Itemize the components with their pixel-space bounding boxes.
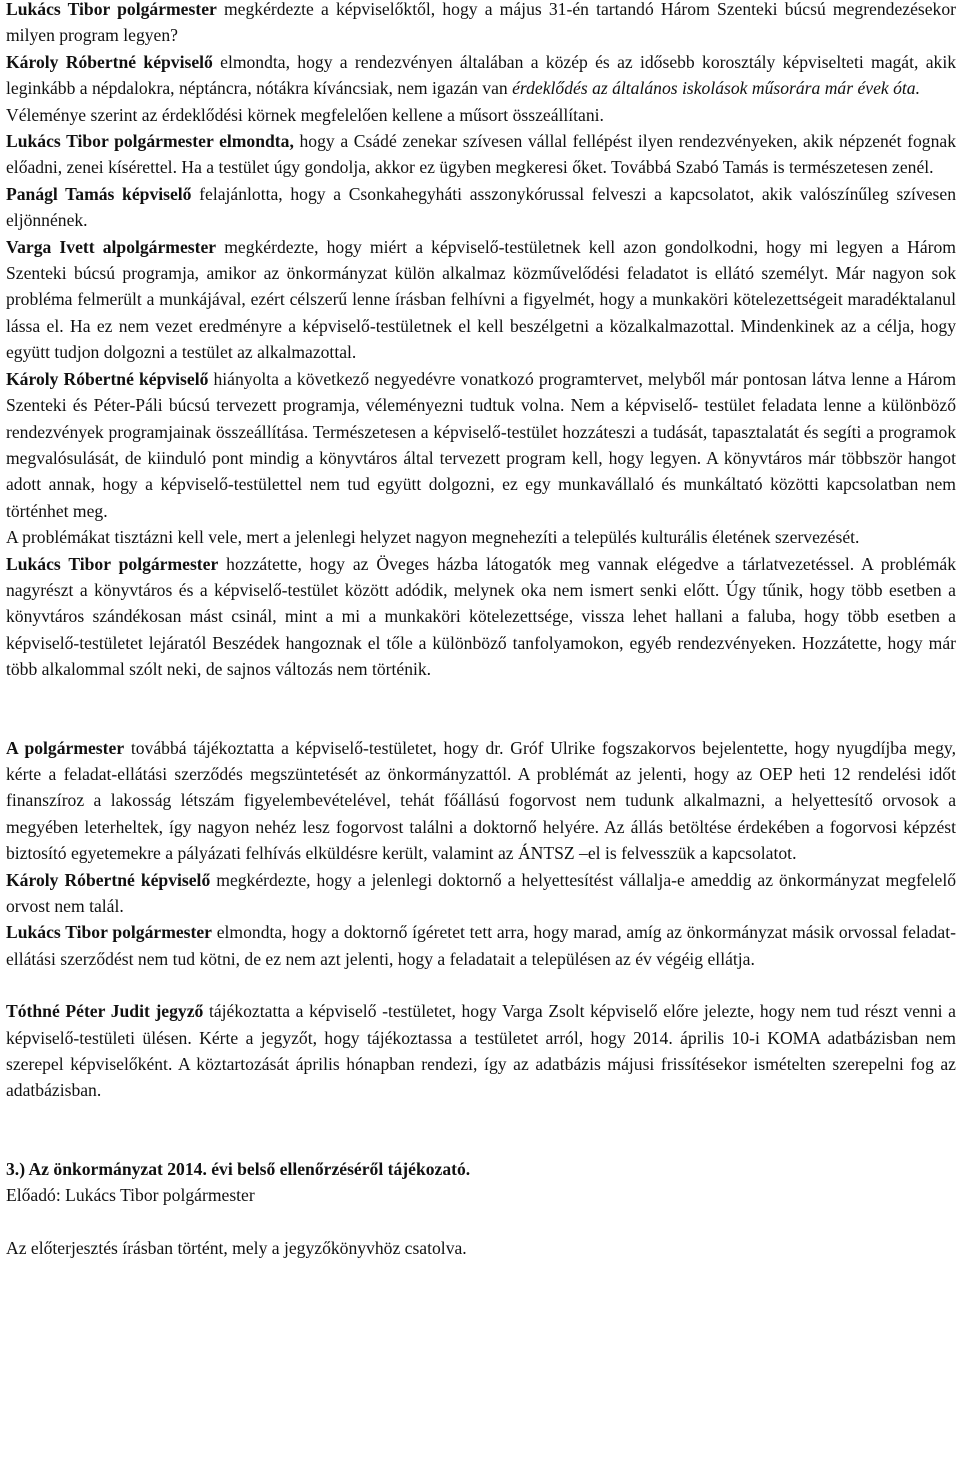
document-body <box>6 0 956 1261</box>
paragraph-text: megkérdezte, hogy a jelenlegi doktornő a helyettesítést vállalja-e ameddig az önkormányzat megfelelő orvost nem talál. <box>6 869 957 916</box>
paragraph-text: Véleménye szerint az érdeklődési körnek megfelelően kellene a műsort összeállítani. <box>6 104 604 125</box>
paragraph-7 <box>6 524 956 550</box>
paragraph-5 <box>6 234 956 366</box>
paragraph-1 <box>6 0 956 49</box>
paragraph-text: A problémákat tisztázni kell vele, mert a jelenlegi helyzet nagyon megnehezíti a település kulturális életének szervezését. <box>6 527 860 548</box>
speaker-name: Tóthné Péter Judit jegyző <box>6 1001 204 1022</box>
closing-paragraph <box>6 1235 956 1261</box>
speaker-name: Károly Róbertné képviselő <box>6 51 213 72</box>
paragraph-text: hogy a Csádé zenekar szívesen vállal fellépést ilyen rendezvényeken, akik népzenét fognak előadni, zenei kísérettel. Ha a testület úgy gondolja, akkor ez ügyben megkeresi őket. Továbbá Szabó Tamás is természetesen zenél. <box>6 131 956 178</box>
speaker-name: Lukács Tibor polgármester <box>6 553 219 574</box>
speaker-name: Lukács Tibor polgármester <box>6 922 212 943</box>
paragraph-2b <box>6 102 956 128</box>
paragraph-3 <box>6 128 956 181</box>
paragraph-12 <box>6 998 956 1104</box>
paragraph-text: elmondta, hogy a doktornő ígéretet tett arra, hogy marad, amíg az önkormányzat másik orvossal feladat-ellátási szerződést nem tud kötni, de ez nem azt jelenti, hogy a feladatait a településen az év végéig ellátja. <box>6 922 956 969</box>
paragraph-text: hiányolta a következő negyedévre vonatkozó programtervet, melyből már pontosan látva lenne a Három Szenteki és Péter-Páli búcsú tervezett programja, véleményezni tudtuk volna. Nem a képviselő- testület feladata lenne a különböző rendezvények programjainak összeállítása. Természetesen a képviselő-testület hozzáteszi a tudását, tapasztalatát és segíti a programok megvalósulását, de kiinduló pont mindig a könyvtáros által tervezett program kell, hogy legyen. A könyvtáros már többször hangot adott annak, hogy a képviselő-testülettel nem tud együtt dolgozni, ez egy munkavállaló és munkáltató közötti kapcsolatban nem történhet meg. <box>6 368 956 521</box>
speaker-name: Károly Róbertné képviselő <box>6 368 209 389</box>
paragraph-text: hozzátette, hogy az Öveges házba látogatók meg vannak elégedve a tárlatvezetéssel. A problémák nagyrészt a könyvtáros és a képviselő-testület között adódik, melynek oka nem ismert senki előtt. Úgy tűnik, hogy több esetben a könyvtáros szándékosan mást csinál, mint a mi a munkaköri kötelezettsége, vissza lehet hallani a faluba, hogy több esetben a képviselő-testületet lejáratól Beszédek hangoznak el tőle a különböző tanfolyamokon, egyéb rendezvényeken. Hozzátette, hogy már több alkalommal szólt neki, de sajnos változás nem történik. <box>6 553 956 680</box>
agenda-item-heading: 3.) Az önkormányzat 2014. évi belső ellenőrzéséről tájékozató. <box>6 1158 471 1179</box>
paragraph-text: továbbá tájékoztatta a képviselő-testületet, hogy dr. Gróf Ulrike fogszakorvos bejelentette, hogy nyugdíjba megy, kérte a feladat-ellátási szerződés megszüntetését az önkormányzattól. A problémát az jelenti, hogy az OEP heti 12 rendelési időt finanszíroz a lakosság létszám figyelembevételével, tehát főállású fogorvost nem tudunk alkalmazni, a helyettesítő orvosok a megyében leterheltek, így nagyon nehéz lesz fogorvost találni a doktornő helyére. Az állás betöltése érdekében a fogorvosi képzést biztosító egyetemekre a pályázati felhívás elküldésre került, valamint az ÁNTSZ –el is felvesszük a kapcsolatot. <box>6 737 956 864</box>
speaker-name: A polgármester <box>6 737 125 758</box>
paragraph-10 <box>6 867 956 920</box>
speaker-name: Panágl Tamás képviselő <box>6 183 192 204</box>
paragraph-4 <box>6 181 956 234</box>
paragraph-6 <box>6 366 956 524</box>
paragraph-text: megkérdezte a képviselőktől, hogy a május 31-én tartandó Három Szenteki búcsú megrendezésekor milyen program legyen? <box>6 0 956 46</box>
speaker-name: Lukács Tibor polgármester elmondta, <box>6 131 294 152</box>
paragraph-8 <box>6 551 956 683</box>
agenda-item-presenter <box>6 1182 956 1208</box>
paragraph-11 <box>6 919 956 972</box>
presenter-label: Előadó: <box>6 1185 61 1206</box>
spacer <box>6 1104 956 1156</box>
spacer <box>6 683 956 735</box>
paragraph-text: elmondta, hogy a rendezvényen általában a közép és az idősebb korosztály képviselteti magát, akik leginkább a népdalokra, néptáncra, nótákra kíváncsiak, nem igazán van <box>6 51 957 99</box>
agenda-item-title <box>6 1156 956 1182</box>
paragraph-text: felajánlotta, hogy a Csonkahegyháti asszonykórussal felveszi a kapcsolatot, akik valószínűleg szívesen eljönnének. <box>6 183 956 231</box>
paragraph-text: Az előterjesztés írásban történt, mely a jegyzőkönyvhöz csatolva. <box>6 1237 467 1258</box>
paragraph-italic-text: érdeklődés az általános iskolások műsorára már évek óta. <box>512 78 920 99</box>
paragraph-2 <box>6 49 956 102</box>
spacer <box>6 972 956 998</box>
presenter-name: Lukács Tibor polgármester <box>60 1185 255 1206</box>
paragraph-text: megkérdezte, hogy miért a képviselő-testületnek kell azon gondolkodni, hogy mi legyen a Három Szenteki búcsú programja, amikor az önkormányzat külön alkalmaz közművelődési feladatot is ellátó személyt. Már nagyon sok probléma felmerült a munkájával, ezért célszerű lenne írásban felhívni a figyelmét, hogy a munkaköri kötelezettségeit maradéktalanul lássa el. Ha ez nem vezet eredményre a képviselő-testületnek el kell beszélgetni a közalkalmazottal. Mindenkinek az a célja, hogy együtt tudjon dolgozni a testület az alkalmazottal. <box>6 236 956 363</box>
speaker-name: Varga Ivett alpolgármester <box>6 236 217 257</box>
paragraph-9 <box>6 735 956 867</box>
speaker-name: Károly Róbertné képviselő <box>6 869 211 890</box>
paragraph-text: tájékoztatta a képviselő -testületet, hogy Varga Zsolt képviselő előre jelezte, hogy nem tud részt venni a képviselő-testületi ülésen. Kérte a jegyzőt, hogy tájékoztassa a testületet arról, hogy 2014. április 10-i KOMA adatbázisban nem szerepel képviselőként. A köztartozását április hónapban rendezi, így az adatbázis májusi frissítésekor ismételten szerepelni fog az adatbázisban. <box>6 1001 956 1101</box>
speaker-name: Lukács Tibor polgármester <box>6 0 217 19</box>
spacer <box>6 1209 956 1235</box>
